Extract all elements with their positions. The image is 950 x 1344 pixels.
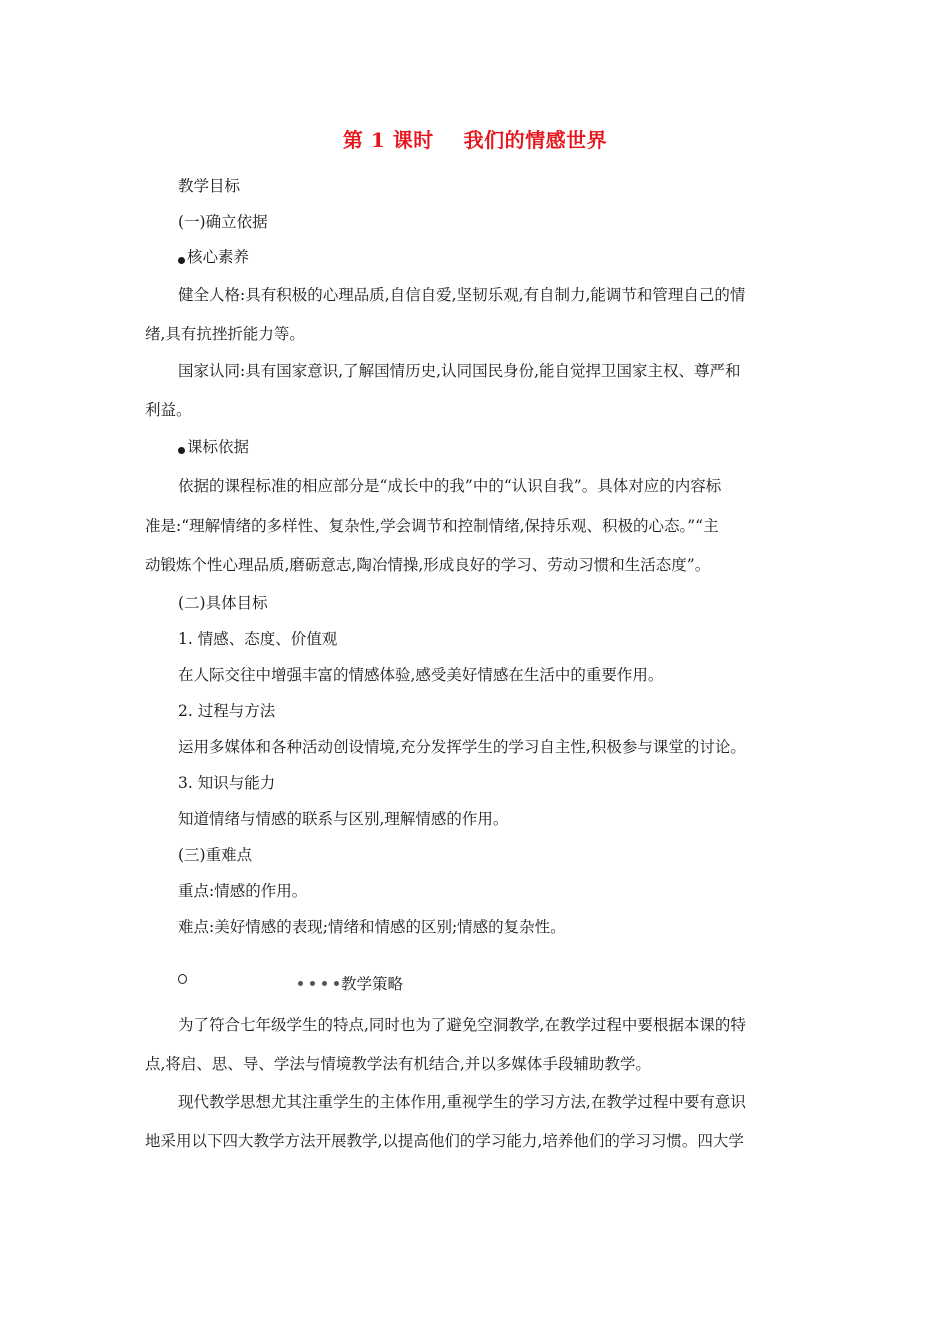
strategy-paragraph-2-line-2: 地采用以下四大教学方法开展教学,以提高他们的学习能力,培养他们的学习习惯。四大学 bbox=[145, 1132, 744, 1150]
standard-line-2: 准是:“理解情绪的多样性、复杂性,学会调节和控制情绪,保持乐观、积极的心态。”“主 bbox=[145, 517, 719, 535]
dot-icon bbox=[322, 981, 327, 986]
specific-heading: (二)具体目标 bbox=[178, 594, 268, 612]
strategy-heading-line bbox=[298, 974, 403, 994]
standard-line-3: 动锻炼个性心理品质,磨砺意志,陶冶情操,形成良好的学习、劳动习惯和生活态度”。 bbox=[145, 556, 711, 574]
page-title: 第 1 课时 我们的情感世界 bbox=[342, 128, 608, 152]
item-2-heading: 2. 过程与方法 bbox=[178, 702, 276, 720]
core-paragraph-2-line-1: 国家认同:具有国家意识,了解国情历史,认同国民身份,能自觉捍卫国家主权、尊严和 bbox=[178, 362, 741, 380]
dot-icon bbox=[298, 981, 303, 986]
strategy-heading: 教学策略 bbox=[341, 975, 404, 993]
basis-heading: (一)确立依据 bbox=[178, 213, 268, 231]
core-heading: 核心素养 bbox=[187, 248, 250, 266]
core-paragraph-1-line-1: 健全人格:具有积极的心理品质,自信自爱,坚韧乐观,有自制力,能调节和管理自己的情 bbox=[178, 286, 746, 304]
item-1-heading: 1. 情感、态度、价值观 bbox=[178, 630, 338, 648]
strategy-paragraph-1-line-2: 点,将启、思、导、学法与情境教学法有机结合,并以多媒体手段辅助教学。 bbox=[145, 1055, 651, 1073]
bullet-icon bbox=[178, 257, 185, 264]
core-heading-line bbox=[178, 247, 249, 267]
standard-heading-line bbox=[178, 437, 249, 457]
strategy-paragraph-1-line-1: 为了符合七年级学生的特点,同时也为了避免空洞教学,在教学过程中要根据本课的特 bbox=[178, 1016, 746, 1034]
item-3-text: 知道情绪与情感的联系与区别,理解情感的作用。 bbox=[178, 810, 509, 828]
item-1-text: 在人际交往中增强丰富的情感体验,感受美好情感在生活中的重要作用。 bbox=[178, 666, 664, 684]
dot-icon bbox=[310, 981, 315, 986]
difficult-point: 难点:美好情感的表现;情绪和情感的区别;情感的复杂性。 bbox=[178, 918, 566, 936]
core-paragraph-1-line-2: 绪,具有抗挫折能力等。 bbox=[145, 325, 305, 343]
key-point: 重点:情感的作用。 bbox=[178, 882, 308, 900]
goals-heading: 教学目标 bbox=[178, 177, 241, 195]
circle-icon bbox=[178, 974, 187, 984]
key-heading: (三)重难点 bbox=[178, 846, 253, 864]
standard-line-1: 依据的课程标准的相应部分是“成长中的我”中的“认识自我”。具体对应的内容标 bbox=[178, 477, 722, 495]
strategy-paragraph-2-line-1: 现代教学思想尤其注重学生的主体作用,重视学生的学习方法,在教学过程中要有意识 bbox=[178, 1093, 746, 1111]
bullet-icon bbox=[178, 447, 185, 454]
core-paragraph-2-line-2: 利益。 bbox=[145, 401, 192, 419]
dot-icon bbox=[334, 981, 339, 986]
item-2-text: 运用多媒体和各种活动创设情境,充分发挥学生的学习自主性,积极参与课堂的讨论。 bbox=[178, 738, 746, 756]
standard-heading: 课标依据 bbox=[187, 438, 250, 456]
item-3-heading: 3. 知识与能力 bbox=[178, 774, 276, 792]
